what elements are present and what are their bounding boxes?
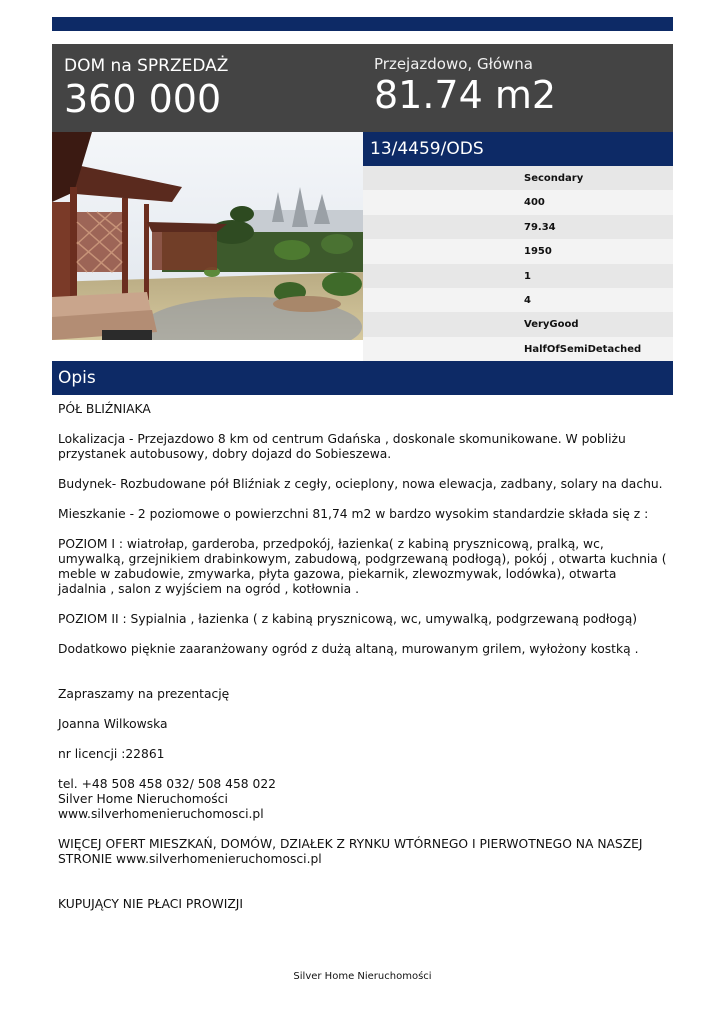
- spec-row: [363, 337, 673, 361]
- spec-value: 4: [524, 294, 531, 306]
- spec-row: [363, 166, 673, 190]
- spec-value: 79.34: [524, 221, 556, 233]
- location: Przejazdowo, Główna: [374, 55, 533, 73]
- spec-value: 400: [524, 197, 545, 209]
- spec-value: VeryGood: [524, 319, 579, 331]
- price-block: [64, 56, 228, 120]
- license-number: nr licencji :22861: [58, 747, 165, 761]
- property-photo: [52, 132, 363, 340]
- area: 81.74 m2: [374, 73, 557, 117]
- reference-number: 13/4459/ODS: [370, 139, 484, 159]
- spec-value: Secondary: [524, 173, 584, 184]
- specs-table: [363, 166, 673, 361]
- spec-value: HalfOfSemiDetached: [524, 343, 642, 355]
- spec-value: 1950: [524, 246, 552, 258]
- description-paragraph: Dodatkowo pięknie zaaranżowany ogród z dużą altaną, murowanym grilem, wyłożony kostką .: [58, 642, 639, 656]
- spec-row: [363, 190, 673, 214]
- description-paragraph: Lokalizacja - Przejazdowo 8 km od centrum Gdańska , doskonale skomunikowane. W pobliżu przystanek autobusowy, dobry dojazd do Sobieszewa.: [58, 432, 626, 461]
- description-paragraph: Mieszkanie - 2 poziomowe o powierzchni 81,74 m2 w bardzo wysokim standardzie składa się z :: [58, 507, 649, 521]
- description-paragraph: POZIOM II : Sypialnia , łazienka ( z kabiną prysznicową, wc, umywalką, podgrzewaną podłogą): [58, 612, 638, 626]
- reference-bar: [363, 132, 673, 166]
- spec-row: [363, 312, 673, 336]
- agent-name: Joanna Wilkowska: [58, 717, 168, 731]
- top-accent-bar: [52, 17, 673, 31]
- listing-type: DOM na SPRZEDAŻ: [64, 56, 229, 76]
- footer-agency: Silver Home Nieruchomości: [293, 971, 432, 982]
- description: [58, 402, 668, 927]
- section-title: Opis: [58, 368, 96, 388]
- more-offers-note: WIĘCEJ OFERT MIESZKAŃ, DOMÓW, DZIAŁEK Z RYNKU WTÓRNEGO I PIERWOTNEGO NA NASZEJ STRONIE www.silverhomenieruchomosci.pl: [58, 837, 643, 866]
- price: 360 000: [64, 77, 222, 121]
- description-paragraph: Budynek- Rozbudowane pół Bliźniak z cegły, ocieplony, nowa elewacja, zadbany, solary na dachu.: [58, 477, 663, 491]
- spec-row: [363, 239, 673, 263]
- spec-row: [363, 264, 673, 288]
- description-paragraph: PÓŁ BLIŹNIAKA: [58, 402, 151, 416]
- description-header: [52, 361, 673, 395]
- contact-info: tel. +48 508 458 032/ 508 458 022 Silver Home Nieruchomości www.silverhomenieruchomosci.pl: [58, 777, 276, 821]
- no-commission-note: KUPUJĄCY NIE PŁACI PROWIZJI: [58, 897, 244, 911]
- description-paragraph: Zapraszamy na prezentację: [58, 687, 230, 701]
- spec-value: 1: [524, 270, 531, 282]
- spec-row: [363, 288, 673, 312]
- spec-row: [363, 215, 673, 239]
- description-paragraph: POZIOM I : wiatrołap, garderoba, przedpokój, łazienka( z kabiną prysznicową, pralką, wc, umywalką, grzejnikiem drabinkowym, zabudową, podgrzewaną podłogą), pokój , otwarta kuchnia ( meble w zabudowie, zmywarka, płyta gazowa, piekarnik, zlewozmywak, lodówka), otwarta jadalnia , salon z wyjściem na ogród , kotłownia .: [58, 537, 667, 596]
- location-block: [374, 54, 556, 116]
- listing-header: [52, 44, 673, 132]
